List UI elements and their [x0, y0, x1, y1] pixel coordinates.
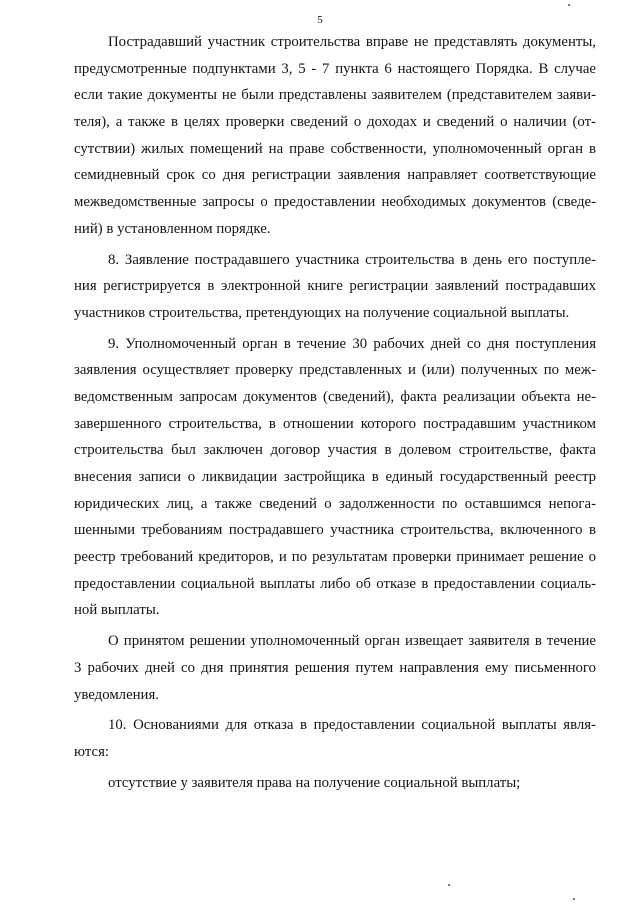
text-line: ведомственным запросам документов (сведений), факта реализации объекта не- [74, 388, 596, 405]
text-line: ной выплаты. [74, 602, 160, 619]
text-line: реестр требований кредиторов, и по результатам проверки принимает решение о [74, 549, 596, 566]
text-line: 10. Основаниями для отказа в предоставлении социальной выплаты явля- [108, 717, 596, 734]
scan-speck [573, 898, 575, 900]
text-line: шенными требованиям пострадавшего участника строительства, включенного в [74, 522, 596, 539]
text-line: предоставлении социальной выплаты либо об отказе в предоставлении социаль- [74, 575, 596, 592]
text-line: предусмотренные подпунктами 3, 5 - 7 пункта 6 настоящего Порядка. В случае [74, 60, 596, 77]
text-line: теля), а также в целях проверки сведений о доходах и сведений о наличии (от- [74, 114, 596, 131]
text-line: строительства был заключен договор участия в долевом строительстве, факта [74, 442, 596, 459]
text-line: 9. Уполномоченный орган в течение 30 рабочих дней со дня поступления [108, 335, 596, 352]
text-line: если такие документы не были представлены заявителем (представителем заяви- [74, 87, 596, 104]
text-line: юридических лиц, а также сведений о задолженности по оставшимся непога- [74, 495, 596, 512]
paragraph [74, 331, 596, 625]
paragraph [74, 712, 596, 765]
text-line: ния регистрируется в электронной книге регистрации заявлений пострадавших [74, 278, 596, 295]
text-line: семидневный срок со дня регистрации заявления направляет соответствующие [74, 167, 596, 184]
text-line: ний) в установленном порядке. [74, 220, 271, 237]
paragraph [74, 628, 596, 708]
text-line: отсутствие у заявителя права на получение социальной выплаты; [108, 774, 521, 791]
text-line: межведомственные запросы о предоставлении необходимых документов (сведе- [74, 194, 596, 211]
document-body [74, 29, 596, 796]
text-line: ются: [74, 743, 109, 760]
text-line: участников строительства, претендующих на получение социальной выплаты. [74, 304, 570, 321]
text-line: 8. Заявление пострадавшего участника строительства в день его поступле- [108, 251, 596, 268]
text-line: внесения записи о ликвидации застройщика в единый государственный реестр [74, 469, 596, 485]
text-line: завершенного строительства, в отношении которого пострадавшим участником [74, 415, 596, 432]
text-line: 3 рабочих дней со дня принятия решения путем направления ему письменного [74, 659, 596, 676]
scan-speck [568, 4, 570, 6]
text-line: О принятом решении уполномоченный орган извещает заявителя в течение [108, 633, 596, 650]
paragraph [74, 29, 596, 243]
text-line: сутствии) жилых помещений на праве собственности, уполномоченный орган в [74, 140, 596, 157]
paragraph [74, 247, 596, 327]
paragraph [74, 770, 596, 797]
page-number: 5 [317, 14, 323, 26]
text-line: Пострадавший участник строительства вправе не представлять документы, [108, 34, 596, 50]
scan-speck [448, 884, 450, 886]
text-line: заявления осуществляет проверку представленных и (или) полученных по меж- [74, 362, 596, 379]
text-line: уведомления. [74, 686, 159, 703]
